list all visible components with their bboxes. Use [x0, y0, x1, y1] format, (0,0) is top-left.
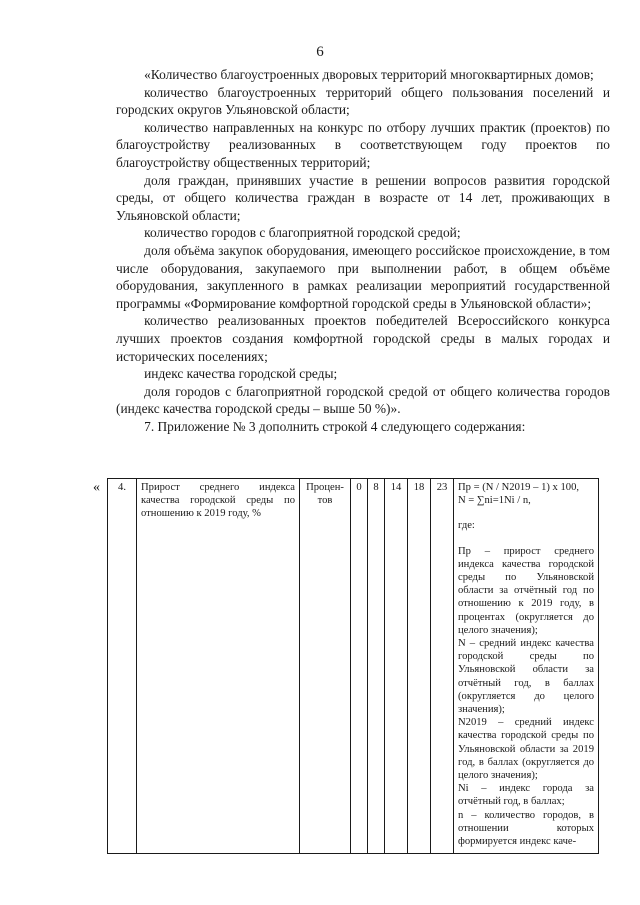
value-cell-1: 0 — [351, 479, 368, 854]
method-cell — [454, 479, 599, 854]
value-cell-5: 23 — [431, 479, 454, 854]
paragraph-2: количество благоустроенных территорий общего пользования поселений и городских округов Ульяновской области; — [116, 84, 610, 118]
definition-n2019: N2019 – средний индекс качества городской среды по Ульяновской области за 2019 год, в баллах (округляется до целого значения); — [458, 717, 594, 782]
unit-cell: Процен-тов — [300, 479, 351, 854]
document-body — [116, 66, 610, 435]
where-label: где: — [458, 520, 475, 532]
definition-pr: Пр – прирост среднего индекса качества городской среды по Ульяновской области за отчётный год по отношению к 2019 году, в процентах (округляется до целого значения); — [458, 545, 594, 636]
page-number: 6 — [316, 44, 324, 60]
row-number-cell: 4. — [108, 479, 137, 854]
definition-count: n – количество городов, в отношении которых формируется индекс каче- — [458, 809, 594, 848]
definition-ni: Ni – индекс города за отчётный год, в баллах; — [458, 783, 594, 808]
value-cell-4: 18 — [408, 479, 431, 854]
value-cell-2: 8 — [368, 479, 385, 854]
paragraph-8: индекс качества городской среды; — [144, 366, 338, 382]
paragraph-5: количество городов с благоприятной городской средой; — [144, 225, 461, 241]
paragraph-3: количество направленных на конкурс по отбору лучших практик (проектов) по благоустройству реализованных в соответствующем году проектов по благоустройству общественных территорий; — [116, 119, 610, 170]
indicator-name-cell: Прирост среднего индекса качества городской среды по отношению к 2019 году, % — [137, 479, 300, 854]
formula-growth: Пр = (N / N2019 – 1) х 100, — [458, 482, 580, 493]
definition-n: N – средний индекс качества городской среды по Ульяновской области за отчётный год, в баллах (округляется до целого значения); — [458, 638, 594, 716]
paragraph-1: «Количество благоустроенных дворовых территорий многоквартирных домов; — [144, 67, 594, 82]
paragraph-6: доля объёма закупок оборудования, имеющего российское происхождение, в том числе оборудования, закупаемого при выполнении работ, в общем объёме оборудования, закупленного в рамках реализации мероприятий государственной программы «Формирование комфортной городской среды в Ульяновской области»; — [116, 242, 610, 311]
paragraph-4: доля граждан, принявших участие в решении вопросов развития городской среды, от общего количества граждан в возрасте от 14 лет, проживающих в Ульяновской области; — [116, 172, 610, 223]
value-cell-3: 14 — [385, 479, 408, 854]
paragraph-9: доля городов с благоприятной городской средой от общего количества городов (индекс качества городской среды – выше 50 %)». — [116, 383, 610, 417]
paragraph-10: 7. Приложение № 3 дополнить строкой 4 следующего содержания: — [144, 418, 526, 434]
opening-quote: « — [93, 480, 100, 495]
appendix-table — [107, 478, 599, 854]
formula-average: N = ∑ni=1Ni / n, — [458, 495, 531, 507]
paragraph-7: количество реализованных проектов победителей Всероссийского конкурса лучших проектов создания комфортной городской среды в малых городах и исторических поселениях; — [116, 313, 610, 364]
table-row — [108, 479, 599, 854]
